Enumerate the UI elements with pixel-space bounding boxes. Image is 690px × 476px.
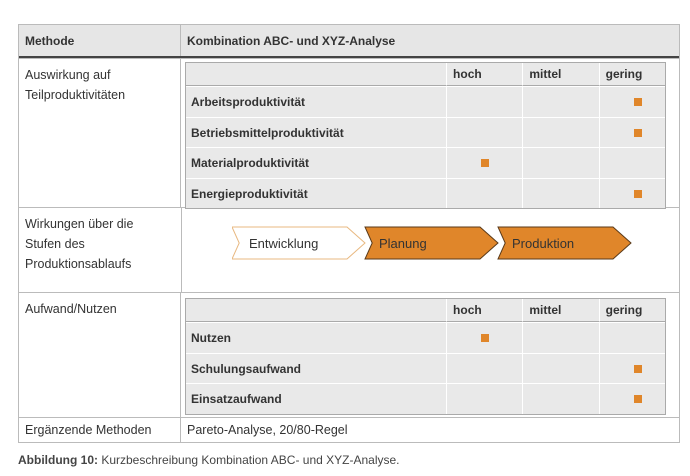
item-label: Arbeitsproduktivität [191, 95, 306, 109]
caption-text: Kurzbeschreibung Kombination ABC- und XYZ-Analyse. [98, 453, 400, 467]
item-label: Energieproduktivität [191, 186, 308, 201]
matrix-row [186, 147, 665, 178]
caption-label: Abbildung 10: [18, 453, 98, 467]
level-header: mittel [522, 63, 598, 86]
method-table [18, 24, 680, 443]
row-stages [19, 207, 679, 292]
item-label: Nutzen [191, 331, 231, 345]
rating-marker [634, 395, 642, 403]
row-extra [19, 417, 679, 442]
impact-matrix [185, 62, 666, 209]
header-method: Methode [19, 25, 181, 56]
row-label: Aufwand/Nutzen [19, 293, 181, 417]
matrix-row [186, 353, 665, 384]
rating-marker [634, 190, 642, 198]
rating-marker [481, 334, 489, 342]
table-header [19, 25, 679, 58]
matrix-row [186, 322, 665, 353]
extra-value: Pareto-Analyse, 20/80-Regel [187, 423, 348, 437]
matrix-row [186, 86, 665, 117]
rating-marker [481, 159, 489, 167]
figure-caption [18, 453, 400, 467]
row-effort [19, 292, 679, 417]
rating-marker [634, 365, 642, 373]
level-header: hoch [446, 63, 522, 86]
item-label: Schulungsaufwand [191, 361, 302, 376]
item-label: Betriebsmittelproduktivität [191, 125, 344, 140]
level-header: gering [599, 299, 665, 322]
matrix-row [186, 178, 665, 209]
rating-marker [634, 98, 642, 106]
stage-label: Produktion [512, 236, 575, 251]
row-label: Wirkungen über die Stufen des Produktionsablaufs [25, 217, 134, 271]
effort-matrix [185, 298, 666, 415]
header-title: Kombination ABC- und XYZ-Analyse [187, 34, 396, 48]
matrix-row [186, 383, 665, 414]
stage-label: Entwicklung [249, 236, 319, 251]
stage-label: Planung [379, 236, 427, 251]
matrix-row [186, 117, 665, 148]
row-label: Ergänzende Methoden [19, 418, 181, 442]
item-label: Materialproduktivität [191, 156, 310, 170]
level-header: mittel [522, 299, 598, 322]
rating-marker [634, 129, 642, 137]
level-header: hoch [446, 299, 522, 322]
row-impact [19, 58, 679, 207]
item-label: Einsatzaufwand [191, 392, 282, 406]
row-label: Auswirkung auf Teilproduktivitäten [19, 59, 181, 207]
process-arrows [232, 226, 652, 266]
level-header: gering [599, 63, 665, 86]
